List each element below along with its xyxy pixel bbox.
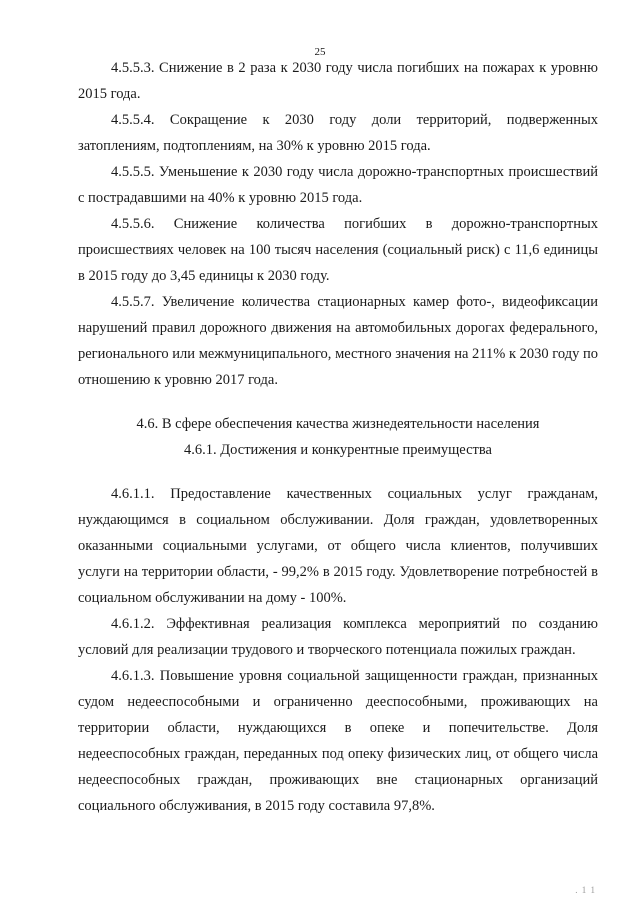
section-heading: 4.6. В сфере обеспечения качества жизнедеятельности населения	[136, 416, 540, 432]
paragraph-4-5-5-5: 4.5.5.5. Уменьшение к 2030 году числа дорожно-транспортных происшествий с пострадавшими на 40% к уровню 2015 года.	[78, 164, 598, 206]
paragraph-4-6-1-2: 4.6.1.2. Эффективная реализация комплекса мероприятий по созданию условий для реализации трудового и творческого потенциала пожилых граждан.	[78, 616, 598, 658]
paragraph-4-6-1-3: 4.6.1.3. Повышение уровня социальной защищенности граждан, признанных судом недееспособными и ограниченно дееспособными, проживающих на территории области, нуждающихся в опеке и попечительстве. Доля недееспособных граждан, переданных под опеку физических лиц, от общего числа недееспособных граждан, проживающих вне стационарных организаций социального обслуживания, в 2015 году составила 97,8%.	[78, 668, 598, 814]
subsection-heading: 4.6.1. Достижения и конкурентные преимущества	[184, 442, 492, 458]
document-body	[78, 55, 598, 819]
footer-mark: . 1 1	[575, 885, 596, 895]
paragraph-4-5-5-7: 4.5.5.7. Увеличение количества стационарных камер фото-, видеофиксации нарушений правил дорожного движения на автомобильных дорогах федерального, регионального или межмуниципального, местного значения на 211% к 2030 году по отношению к уровню 2017 года.	[78, 294, 598, 388]
paragraph-4-5-5-4: 4.5.5.4. Сокращение к 2030 году доли территорий, подверженных затоплениям, подтоплениям, на 30% к уровню 2015 года.	[78, 112, 598, 154]
paragraph-4-6-1-1: 4.6.1.1. Предоставление качественных социальных услуг гражданам, нуждающимся в социальном обслуживании. Доля граждан, удовлетворенных оказанными социальными услугами, от общего числа клиентов, получивших услуги на территории области, - 99,2% в 2015 году. Удовлетворение потребностей в социальном обслуживании на дому - 100%.	[78, 486, 598, 606]
paragraph-4-5-5-6: 4.5.5.6. Снижение количества погибших в дорожно-транспортных происшествиях человек на 100 тысяч населения (социальный риск) с 11,6 единицы в 2015 году до 3,45 единицы к 2030 году.	[78, 216, 598, 284]
page-number: 25	[314, 46, 326, 58]
paragraph-4-5-5-3: 4.5.5.3. Снижение в 2 раза к 2030 году числа погибших на пожарах к уровню 2015 года.	[78, 60, 598, 102]
